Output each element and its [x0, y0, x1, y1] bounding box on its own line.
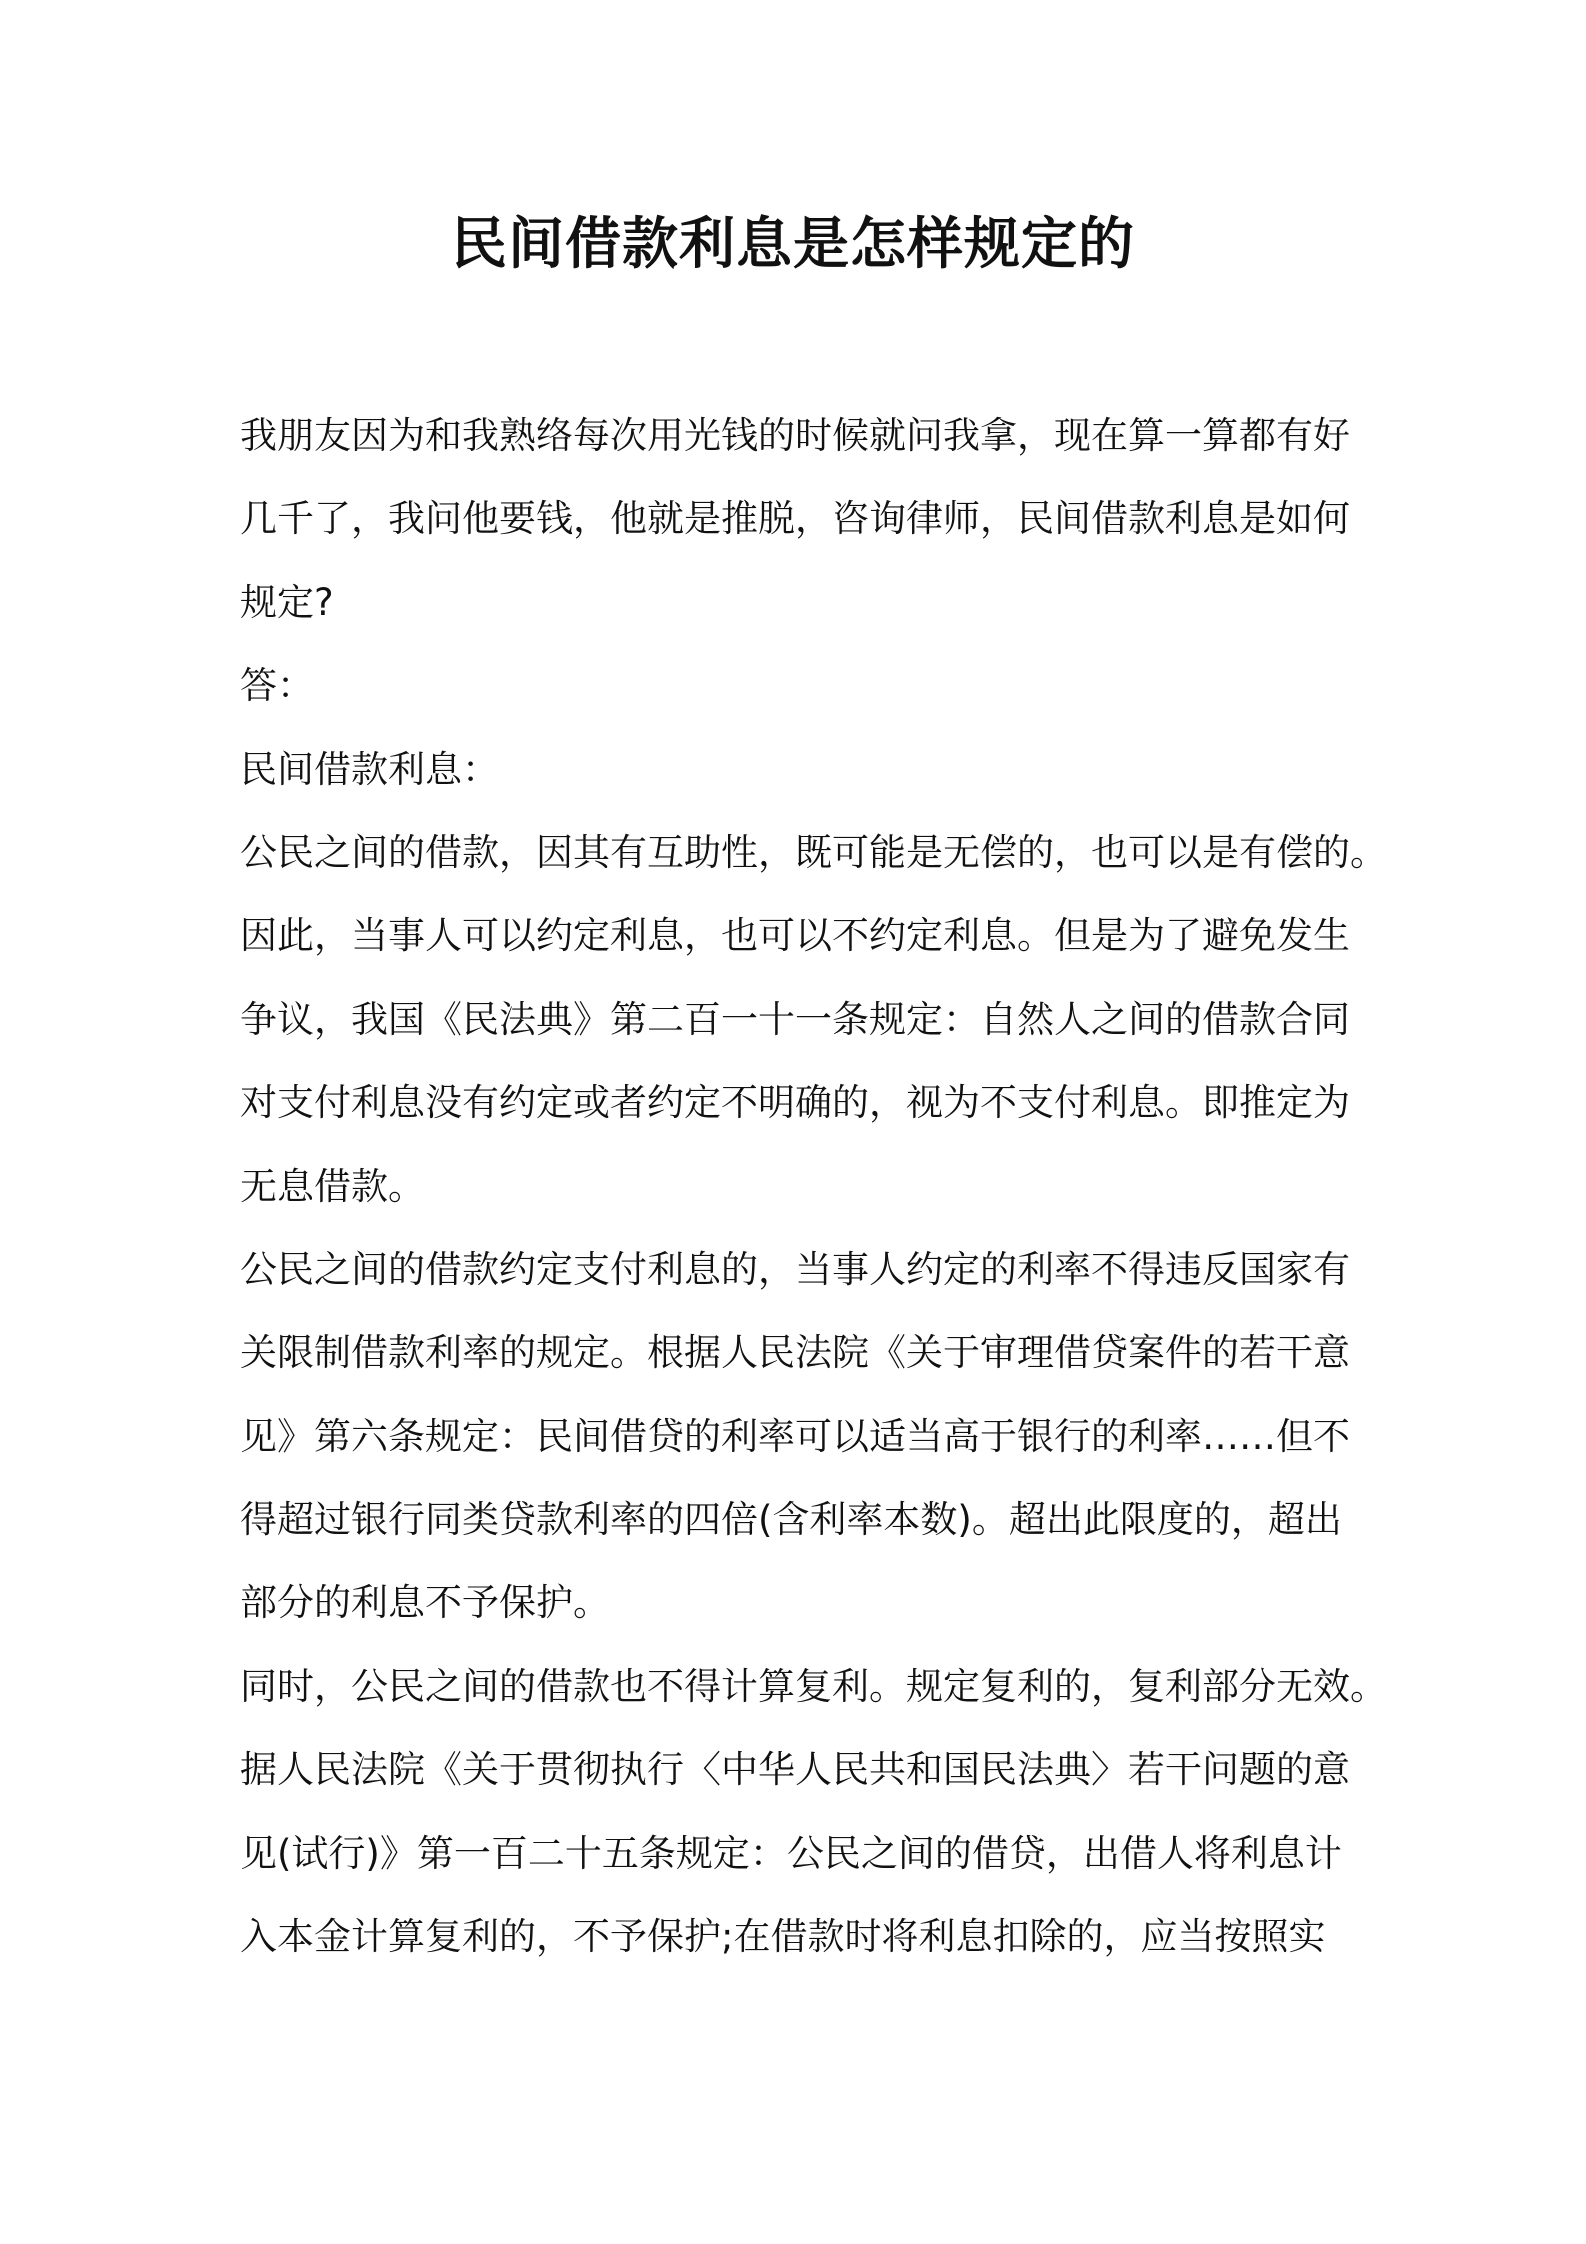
body-line: 无息借款。	[240, 1164, 425, 1208]
body-line: 公民之间的借款约定支付利息的，当事人约定的利率不得违反国家有	[240, 1247, 1350, 1291]
body-line: 几千了，我问他要钱，他就是推脱，咨询律师，民间借款利息是如何	[240, 497, 1350, 541]
body-line: 入本金计算复利的，不予保护;在借款时将利息扣除的，应当按照实	[240, 1915, 1326, 1959]
body-line: 对支付利息没有约定或者约定不明确的，视为不支付利息。即推定为	[240, 1081, 1350, 1125]
document-body	[240, 394, 1387, 1978]
body-line: 据人民法院《关于贯彻执行〈中华人民共和国民法典〉若干问题的意	[240, 1748, 1350, 1792]
body-line: 我朋友因为和我熟络每次用光钱的时候就问我拿，现在算一算都有好	[240, 414, 1350, 457]
body-line: 争议，我国《民法典》第二百一十一条规定：自然人之间的借款合同	[240, 997, 1350, 1041]
body-line: 同时，公民之间的借款也不得计算复利。规定复利的，复利部分无效。	[240, 1664, 1387, 1708]
body-line: 见(试行)》第一百二十五条规定：公民之间的借贷，出借人将利息计	[240, 1831, 1342, 1875]
body-line: 得超过银行同类贷款利率的四倍(含利率本数)。超出此限度的，超出	[240, 1498, 1342, 1542]
body-line: 部分的利息不予保护。	[240, 1581, 610, 1625]
body-line: 民间借款利息：	[240, 747, 499, 791]
body-line: 见》第六条规定：民间借贷的利率可以适当高于银行的利率……但不	[240, 1414, 1350, 1458]
body-line: 公民之间的借款，因其有互助性，既可能是无偿的，也可以是有偿的。	[240, 830, 1387, 874]
body-line: 因此，当事人可以约定利息，也可以不约定利息。但是为了避免发生	[240, 914, 1350, 958]
body-line: 答：	[240, 664, 314, 708]
body-line: 关限制借款利率的规定。根据人民法院《关于审理借贷案件的若干意	[240, 1331, 1350, 1375]
body-line: 规定?	[240, 580, 334, 624]
document-title: 民间借款利息是怎样规定的	[451, 212, 1135, 277]
